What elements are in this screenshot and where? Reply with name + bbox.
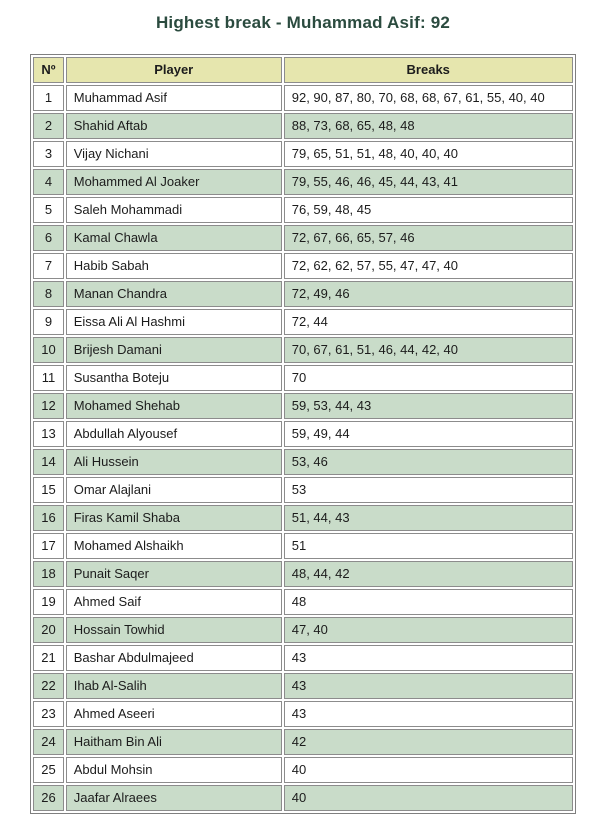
table-row xyxy=(33,673,572,699)
breaks-cell: 48 xyxy=(284,589,573,615)
rank-cell: 10 xyxy=(33,337,63,363)
player-cell: Omar Alajlani xyxy=(66,477,282,503)
rank-cell: 25 xyxy=(33,757,63,783)
rank-cell: 18 xyxy=(33,561,63,587)
table-row xyxy=(33,701,572,727)
rank-cell: 6 xyxy=(33,225,63,251)
player-cell: Habib Sabah xyxy=(66,253,282,279)
table-header xyxy=(33,57,572,83)
breaks-cell: 40 xyxy=(284,757,573,783)
breaks-cell: 88, 73, 68, 65, 48, 48 xyxy=(284,113,573,139)
table-row xyxy=(33,617,572,643)
table-row xyxy=(33,421,572,447)
table-row xyxy=(33,169,572,195)
rank-cell: 26 xyxy=(33,785,63,811)
table-row xyxy=(33,113,572,139)
player-cell: Muhammad Asif xyxy=(66,85,282,111)
table-row xyxy=(33,85,572,111)
player-cell: Mohamed Alshaikh xyxy=(66,533,282,559)
table-row xyxy=(33,757,572,783)
table-row xyxy=(33,281,572,307)
table-row xyxy=(33,365,572,391)
rank-cell: 5 xyxy=(33,197,63,223)
rank-cell: 4 xyxy=(33,169,63,195)
player-cell: Susantha Boteju xyxy=(66,365,282,391)
rank-cell: 1 xyxy=(33,85,63,111)
rank-cell: 20 xyxy=(33,617,63,643)
player-cell: Brijesh Damani xyxy=(66,337,282,363)
player-cell: Saleh Mohammadi xyxy=(66,197,282,223)
rank-cell: 8 xyxy=(33,281,63,307)
player-cell: Ahmed Saif xyxy=(66,589,282,615)
rank-cell: 7 xyxy=(33,253,63,279)
player-cell: Firas Kamil Shaba xyxy=(66,505,282,531)
breaks-cell: 51, 44, 43 xyxy=(284,505,573,531)
rank-cell: 16 xyxy=(33,505,63,531)
rank-cell: 17 xyxy=(33,533,63,559)
rank-cell: 24 xyxy=(33,729,63,755)
table-row xyxy=(33,141,572,167)
breaks-cell: 51 xyxy=(284,533,573,559)
table-row xyxy=(33,645,572,671)
breaks-cell: 59, 49, 44 xyxy=(284,421,573,447)
breaks-cell: 79, 55, 46, 46, 45, 44, 43, 41 xyxy=(284,169,573,195)
breaks-cell: 47, 40 xyxy=(284,617,573,643)
table-row xyxy=(33,393,572,419)
breaks-cell: 72, 62, 62, 57, 55, 47, 47, 40 xyxy=(284,253,573,279)
player-cell: Mohammed Al Joaker xyxy=(66,169,282,195)
breaks-cell: 70 xyxy=(284,365,573,391)
table-row xyxy=(33,197,572,223)
column-header-breaks: Breaks xyxy=(284,57,573,83)
rank-cell: 2 xyxy=(33,113,63,139)
table-row xyxy=(33,729,572,755)
rank-cell: 9 xyxy=(33,309,63,335)
breaks-cell: 42 xyxy=(284,729,573,755)
table-row xyxy=(33,533,572,559)
player-cell: Vijay Nichani xyxy=(66,141,282,167)
breaks-cell: 72, 49, 46 xyxy=(284,281,573,307)
breaks-cell: 53, 46 xyxy=(284,449,573,475)
breaks-cell: 72, 44 xyxy=(284,309,573,335)
table-row xyxy=(33,449,572,475)
rank-cell: 13 xyxy=(33,421,63,447)
breaks-cell: 48, 44, 42 xyxy=(284,561,573,587)
table-row xyxy=(33,337,572,363)
player-cell: Kamal Chawla xyxy=(66,225,282,251)
breaks-cell: 59, 53, 44, 43 xyxy=(284,393,573,419)
player-cell: Mohamed Shehab xyxy=(66,393,282,419)
rank-cell: 21 xyxy=(33,645,63,671)
column-header-number: Nº xyxy=(33,57,63,83)
player-cell: Abdul Mohsin xyxy=(66,757,282,783)
rank-cell: 19 xyxy=(33,589,63,615)
rank-cell: 12 xyxy=(33,393,63,419)
player-cell: Hossain Towhid xyxy=(66,617,282,643)
player-cell: Haitham Bin Ali xyxy=(66,729,282,755)
player-cell: Ali Hussein xyxy=(66,449,282,475)
player-cell: Manan Chandra xyxy=(66,281,282,307)
breaks-cell: 76, 59, 48, 45 xyxy=(284,197,573,223)
table-body xyxy=(33,85,572,811)
breaks-cell: 72, 67, 66, 65, 57, 46 xyxy=(284,225,573,251)
table-row xyxy=(33,309,572,335)
breaks-cell: 43 xyxy=(284,645,573,671)
table-row xyxy=(33,785,572,811)
player-cell: Eissa Ali Al Hashmi xyxy=(66,309,282,335)
breaks-cell: 92, 90, 87, 80, 70, 68, 68, 67, 61, 55, 40, 40 xyxy=(284,85,573,111)
player-cell: Punait Saqer xyxy=(66,561,282,587)
column-header-player: Player xyxy=(66,57,282,83)
table-row xyxy=(33,253,572,279)
breaks-cell: 53 xyxy=(284,477,573,503)
table-row xyxy=(33,225,572,251)
player-cell: Ihab Al-Salih xyxy=(66,673,282,699)
table-row xyxy=(33,589,572,615)
highest-breaks-table xyxy=(30,54,575,814)
rank-cell: 22 xyxy=(33,673,63,699)
rank-cell: 11 xyxy=(33,365,63,391)
breaks-cell: 70, 67, 61, 51, 46, 44, 42, 40 xyxy=(284,337,573,363)
player-cell: Abdullah Alyousef xyxy=(66,421,282,447)
breaks-cell: 43 xyxy=(284,701,573,727)
breaks-cell: 43 xyxy=(284,673,573,699)
page-title: Highest break - Muhammad Asif: 92 xyxy=(155,13,451,32)
rank-cell: 14 xyxy=(33,449,63,475)
breaks-cell: 40 xyxy=(284,785,573,811)
header-row xyxy=(33,57,572,83)
player-cell: Jaafar Alraees xyxy=(66,785,282,811)
rank-cell: 15 xyxy=(33,477,63,503)
player-cell: Bashar Abdulmajeed xyxy=(66,645,282,671)
player-cell: Ahmed Aseeri xyxy=(66,701,282,727)
table-row xyxy=(33,561,572,587)
table-row xyxy=(33,477,572,503)
player-cell: Shahid Aftab xyxy=(66,113,282,139)
breaks-cell: 79, 65, 51, 51, 48, 40, 40, 40 xyxy=(284,141,573,167)
rank-cell: 23 xyxy=(33,701,63,727)
rank-cell: 3 xyxy=(33,141,63,167)
table-row xyxy=(33,505,572,531)
